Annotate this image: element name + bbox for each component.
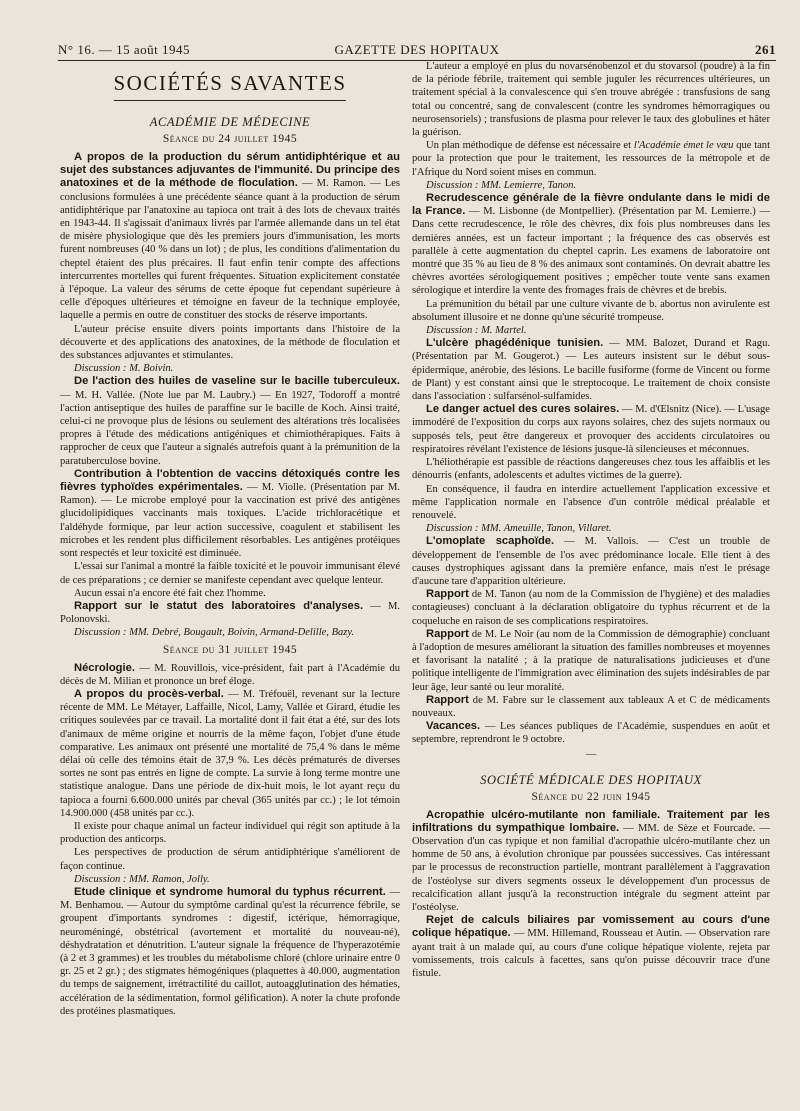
discussion-line: Discussion : MM. Ramon, Jolly. [74,873,210,885]
article-paragraph: Aucun essai n'a encore été fait chez l'homme. [74,587,266,599]
issue-date: N° 16. — 15 août 1945 [58,42,190,57]
article-title: De l'action des huiles de vaseline sur le bacille tuberculeux. [74,375,400,388]
discussion-line: Discussion : MM. Lemierre, Tanon. [426,179,577,191]
article-paragraph: L'auteur précise ensuite divers points importants dans l'histoire de la découverte et des applications des anatoxines, de la méthode de floculation et des substances adjuvantes et stimulantes. [60,323,400,362]
article-title: Rapport [426,627,469,640]
discussion-line: Discussion : M. Boivin. [74,363,174,375]
article-paragraph: L'héliothérapie est passible de réactions dangereuses chez tous les affaiblis et les dénourris (enfants, adolescents et adultes victimes de la guerre). [412,457,770,482]
session-date-heading: Séance du 22 juin 1945 [531,790,651,803]
article-paragraph: Un plan méthodique de défense est nécessaire et l'Académie émet le vœu que tant pour la protection que pour le traitement, les ressources de la métropole et de l'Afrique du Nord soient mises en commun. [412,140,771,178]
article-paragraph: A propos du procès-verbal. — M. Tréfouël, revenant sur la lecture récente de MM. Le Métayer, Laffaille, Nicol, Lamy, Vallée et Girard, étudie les critiques soulevées par ce travail. La mortalité dont il fait état a été, sur des lots d'animaux de même origine et nourris de la même façon, l'objet d'une étude comparative. Les animaux ont présenté une mortalité de 75,4 % dans le même délai où celle des témoins était de 37,9 %. Les décès prématurés de diverses sortes ne sont pas entrés en ligne de compte. La survie à long terme montre une statistique analogue. Dans une période de dix-huit mois, le lot ayant reçu du tapioca a fourni 6.600.000 unités par cheval (365 unités par cc.) ; le lot témoin 14.900.000 (458 unités par cc.). [60,687,400,819]
running-header [58,42,776,62]
article-title: Contribution à l'obtention de vaccins détoxiqués contre les fièvres typhoïdes expérimentales. [60,467,400,494]
article-title: Rejet de calculs biliaires par vomissement au cours d'une colique hépatique. [412,914,770,940]
article-paragraph: A propos de la production du sérum antidiphtérique et au sujet des substances adjuvantes de l'immunité. Du principe des anatoxines et de la méthode de floculation. — M. Ramon. — Les conclusions formulées à une précédente séance quant à la production de sérum antidiphtérique par l'anatoxine au tapioca ont trait à des lots de chevaux traités en 1943-44. Il s'agissait d'animaux livrés par l'armée allemande dans un tel état de misère physiologique que dès les premiers jours d'immunisation, les morts furent nombreuses (40 % dans un lot) ; de plus, les conditions d'alimentation du cheptel étaient des plus précaires. Il faut enfin tenir compte des affections intercurrentes mortelles qui furent fréquentes. Situation explicitement constatée à l'époque. La valeur des sérums de cette époque fut cependant supérieure à celle d'époques ultérieures et témoigne en faveur de la technique employée, laquelle a permis en outre de constituer des stocks de réserve importants. [60,151,401,322]
article-paragraph: Il existe pour chaque animal un facteur individuel qui régit son aptitude à la production des anticorps. [60,820,400,846]
section-rule [114,100,346,101]
article-paragraph: Vacances. — Les séances publiques de l'Académie, suspendues en août et septembre, reprendront le 9 octobre. [412,720,770,746]
right-column [412,60,770,980]
article-paragraph: Les perspectives de production de sérum antidiphtérique s'améliorent de façon continue. [60,847,400,872]
article-paragraph: L'ulcère phagédénique tunisien. — MM. Balozet, Durand et Ragu. (Présentation par M. Gougerot.) — Les auteurs insistent sur le début sous-épidermique, anérobie, des lésions. Le bacille fusiforme (forme de Vincent ou forme de Plant) y est constant ainsi que le streptocoque. Le traitement de choix consiste dans l'association : sulfarsénol-sulfamides. [412,337,770,403]
session-date-heading: Séance du 24 juillet 1945 [162,133,298,145]
article-paragraph: Rapport de M. Tanon (au nom de la Commission de l'hygiène) et des maladies contagieuses) concluant à la déclaration obligatoire du typhus récurrent et de la coqueluche en raison de ses complications respiratoires. [412,588,770,627]
article-paragraph: Contribution à l'obtention de vaccins détoxiqués contre les fièvres typhoïdes expérimentales. — M. Violle. (Présentation par M. Ramon). — Le microbe employé pour la vaccination est privé des antigènes glucidolipidiques vaccinants mais toxiques. L'acide trichloracétique et l'aldéhyde formique, par leur action successive, coagulent et stabilisent les microbes et les rendent plus difficilement résorbables. Les antigènes protéiques sont respectés et leur toxicité est diminuée. [60,467,401,560]
article-paragraph: Nécrologie. — M. Rouvillois, vice-président, fait part à l'Académie du décès de M. Milian et prononce un bref éloge. [60,661,400,687]
article-title: Recrudescence générale de la fièvre ondulante dans le midi de la France. [412,192,770,218]
article-title: Nécrologie. [74,661,135,674]
academy-heading: ACADÉMIE DE MÉDECINE [149,115,311,129]
article-paragraph: Rapport de M. Fabre sur le classement aux tableaux A et C de médicaments nouveaux. [412,693,770,719]
article-title: A propos du procès-verbal. [74,687,224,700]
article-paragraph: Le danger actuel des cures solaires. — M. d'Œlsnitz (Nice). — L'usage immodéré de l'exposition du corps aux rayons solaires, chez des sujets normaux ou supposés tels, peut être dangereux et provoquer des accidents circulatoires ou respiratoires révélant l'existence de lésions jusque-là silencieuses et méconnues. [412,403,770,455]
article-paragraph: L'omoplate scaphoïde. — M. Vallois. — C'est un trouble de développement de l'ensemble de l'os avec prédominance locale. Elle tient à des causes dystrophiques agissant dans la première enfance, mais n'est le présage d'aucune tare d'apparition ultérieure. [412,535,770,587]
discussion-line: Discussion : MM. Ameuille, Tanon, Villaret. [426,523,612,535]
article-title: Rapport [426,693,469,706]
article-paragraph: Rejet de calculs biliaires par vomissement au cours d'une colique hépatique. — MM. Hillemand, Rousseau et Autin. — Observation rare ayant trait à un malade qui, au cours d'une colique hépatique violente, rejeta par vomissements, trois calculs à facettes, sans qu'on puisse découvrir trace d'une fistule. [412,914,770,979]
left-column [60,60,400,1018]
article-paragraph: En conséquence, il faudra en interdire actuellement l'application excessive et même l'application normale en l'absence d'un contrôle médical préalable et renouvelé. [412,483,770,521]
article-title: Rapport [426,588,469,601]
article-title: A propos de la production du sérum antidiphtérique et au sujet des substances adjuvantes de l'immunité. Du principe des anatoxines et de la méthode de floculation. [60,151,400,190]
article-title: Le danger actuel des cures solaires. [426,403,620,416]
article-paragraph: Rapport de M. Le Noir (au nom de la Commission de démographie) concluant à l'adoption de mesures améliorant la situation des familles nombreuses et moyennes et favorisant la natalité ; à la pratique de naturalisations judicieuses et d'une politique intelligente de l'immigration avec élimination des sujets indésirables de par leur âge, leur santé ou leur moralité. [412,627,770,693]
article-paragraph: L'essai sur l'animal a montré la faible toxicité et le pouvoir immunisant élevé de ces préparations ; ce dernier se manifeste cependant avec quelque lenteur. [60,561,400,586]
article-paragraph: Rapport sur le statut des laboratoires d'analyses. — M. Polonovski. [60,599,400,626]
society-heading: SOCIÉTÉ MÉDICALE DES HOPITAUX [480,772,702,787]
page-number: 261 [755,42,776,57]
separator-dash: — [585,748,597,760]
discussion-line: Discussion : MM. Debré, Bougault, Boivin, Armand-Delille, Bazy. [74,627,355,639]
article-title: Etude clinique et syndrome humoral du typhus récurrent. [74,885,386,898]
discussion-line: Discussion : M. Martel. [426,325,527,337]
article-paragraph: La prémunition du bétail par une culture vivante de b. abortus non avirulente est absolument illusoire et ne donne qu'une sécurité trompeuse. [412,298,770,323]
article-paragraph: L'auteur a employé en plus du novarsénobenzol et du stovarsol (poudre) à la fin de la période fébrile, traitement qui semble juguler les récurrences ultérieures, un traitement spécial à la convalescence qui s'en trouve abrégée : transfusions de sang total ou concentré, sang de convalescent (contre les syndromes hémorragiques ou neurosensoriels) ; transfusions de plasma pour relever le taux des globulines et hâter la guérison. [412,61,770,139]
journal-title: GAZETTE DES HOPITAUX [334,42,500,57]
article-title: Acropathie ulcéro-mutilante non familiale. Traitement par les infiltrations du sympathique lombaire. [412,808,770,834]
article-title: Vacances. [426,720,481,733]
article-title: Rapport sur le statut des laboratoires d'analyses. [74,599,364,612]
session-date-heading: Séance du 31 juillet 1945 [162,643,298,656]
section-title: SOCIÉTÉS SAVANTES [113,71,347,95]
article-title: L'omoplate scaphoïde. [426,535,555,548]
article-paragraph: Etude clinique et syndrome humoral du typhus récurrent. — M. Benhamou. — Autour du symptôme cardinal qu'est la récurrence fébrile, se groupent d'importants syndromes : digestif, ictérique, hémorragique, neuroméningé, obstétrical (avortement et mortalité du nouveau-né), déshydratation et dénutrition. L'auteur signale la fréquence de l'hyperazotémie (à 2 et 3 grammes) et les troubles du métabolisme chloré (chlore urinaire entre 0 gr. 25 et 2 gr.) ; des stigmates hémogéniques (plaquettes à 40.000, augmentation du temps de saignement, irrétractilité du caillot, autoagglutination des hématies, accélération de la sédimentation, formol gélification). A noter la chute profonde des protéines plasmatiques. [60,885,400,1017]
article-paragraph: De l'action des huiles de vaseline sur le bacille tuberculeux. — M. H. Vallée. (Note lue par M. Laubry.) — En 1927, Todoroff a montré l'action antiseptique des huiles de paraffine sur le bacille de Koch. Ainsi traité, celui-ci ne provoque plus de lésions ou seulement des altérations très localisées propres à l'étude des médications antigéniques et chimiothérapiques. Faits à rapprocher de ceux que l'auteur a signalés autrefois quant à la prémunition de la paratuberculose bovine. [60,375,400,467]
article-paragraph: Recrudescence générale de la fièvre ondulante dans le midi de la France. — M. Lisbonne (de Montpellier). (Présentation par M. Lemierre.) — Dans cette recrudescence, le rôle des chèvres, dix fois plus nombreuses dans les dernières années, est un facteur important ; la fréquence des cas observés est parallèle à cette augmentation du cheptel caprin. Les examens de laboratoire ont montré que 35 % au lieu de 8 % des animaux sont contaminés. On devrait abattre les chèvres avortées sérologiquement positives ; empêcher toute vente sans examen sérologique et interdire la vente des fromages frais de chèvres et de brebis. [412,192,771,297]
article-paragraph: Acropathie ulcéro-mutilante non familiale. Traitement par les infiltrations du sympathique lombaire. — MM. de Sèze et Fourcade. — Observation d'un cas typique et non familial d'acropathie ulcéro-mutilante chez un homme de 50 ans, à évolution chronique par poussées successives. Cas intéressant par le processus de reconstruction partielle, montrant parallèlement à l'aggravation de l'ostéolyse sur divers segments osseux le développement d'un processus de recalcification allant jusqu'à la reconstruction intégrale du segment atteint par l'ostéolyse. [412,808,770,913]
article-title: L'ulcère phagédénique tunisien. [426,337,604,350]
